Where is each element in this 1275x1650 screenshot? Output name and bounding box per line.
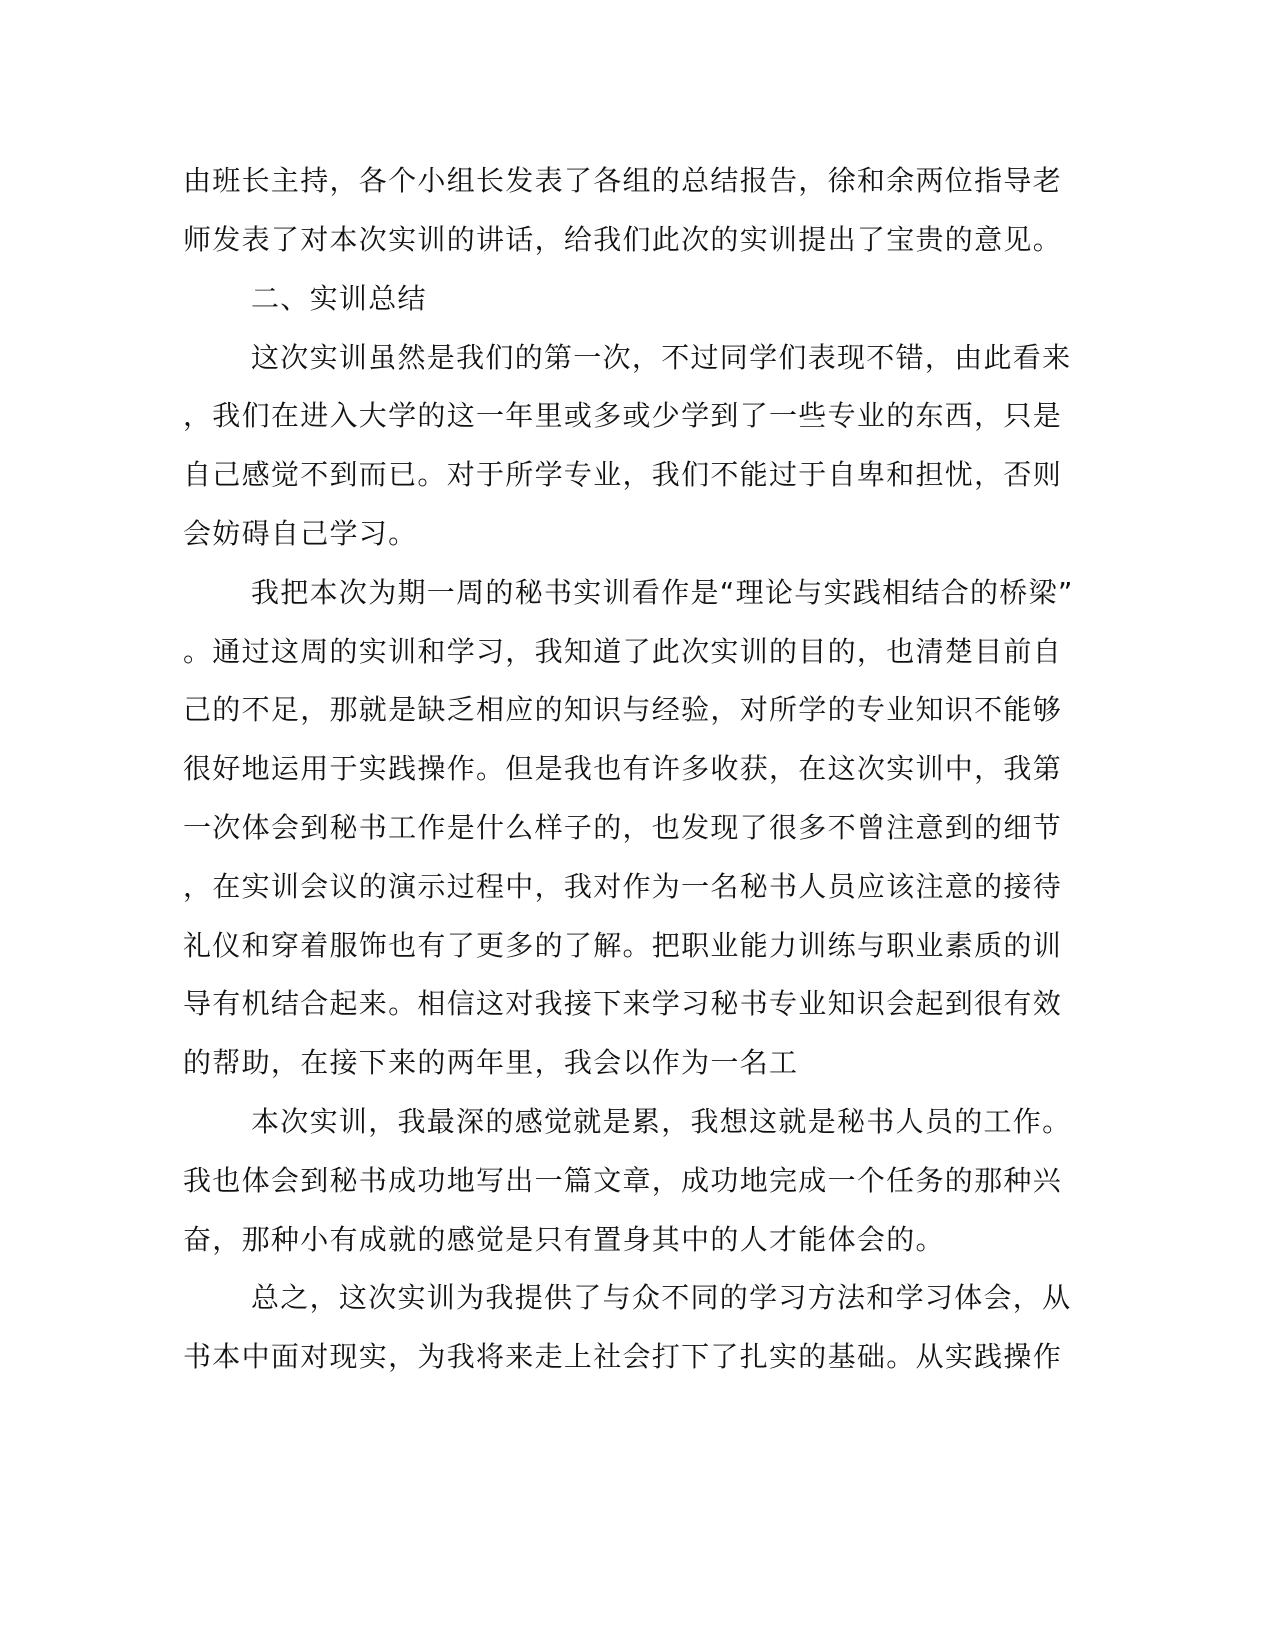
paragraph-line: 礼仪和穿着服饰也有了更多的了解。把职业能力训练与职业素质的训	[183, 929, 1063, 962]
paragraph-line: 自己感觉不到而已。对于所学专业，我们不能过于自卑和担忧，否则	[183, 458, 1063, 491]
paragraph-line: 我也体会到秘书成功地写出一篇文章，成功地完成一个任务的那种兴	[183, 1164, 1063, 1197]
paragraph-line: 的帮助，在接下来的两年里，我会以作为一名工	[183, 1046, 799, 1079]
paragraph-line: 我把本次为期一周的秘书实训看作是“理论与实践相结合的桥梁”	[251, 576, 1074, 609]
paragraph-line: 师发表了对本次实训的讲话，给我们此次的实训提出了宝贵的意见。	[183, 223, 1063, 256]
section-heading: 二、实训总结	[251, 282, 427, 315]
paragraph-line: 很好地运用于实践操作。但是我也有许多收获，在这次实训中，我第	[183, 752, 1063, 785]
paragraph-line: 本次实训，我最深的感觉就是累，我想这就是秘书人员的工作。	[251, 1105, 1072, 1138]
paragraph-line: ，在实训会议的演示过程中，我对作为一名秘书人员应该注意的接待	[183, 870, 1063, 903]
paragraph-line: 总之，这次实训为我提供了与众不同的学习方法和学习体会，从	[251, 1281, 1072, 1314]
paragraph-line: 一次体会到秘书工作是什么样子的，也发现了很多不曾注意到的细节	[183, 811, 1063, 844]
paragraph-line: ，我们在进入大学的这一年里或多或少学到了一些专业的东西，只是	[183, 399, 1063, 432]
paragraph-line: 己的不足，那就是缺乏相应的知识与经验，对所学的专业知识不能够	[183, 693, 1063, 726]
paragraph-line: 这次实训虽然是我们的第一次，不过同学们表现不错，由此看来	[251, 341, 1072, 374]
paragraph-line: 奋，那种小有成就的感觉是只有置身其中的人才能体会的。	[183, 1223, 945, 1256]
paragraph-line: 书本中面对现实，为我将来走上社会打下了扎实的基础。从实践操作	[183, 1340, 1063, 1373]
paragraph-line: 。通过这周的实训和学习，我知道了此次实训的目的，也清楚目前自	[183, 635, 1063, 668]
paragraph-line: 由班长主持，各个小组长发表了各组的总结报告，徐和余两位指导老	[183, 164, 1063, 197]
paragraph-line: 会妨碍自己学习。	[183, 517, 418, 550]
paragraph-line: 导有机结合起来。相信这对我接下来学习秘书专业知识会起到很有效	[183, 987, 1063, 1020]
